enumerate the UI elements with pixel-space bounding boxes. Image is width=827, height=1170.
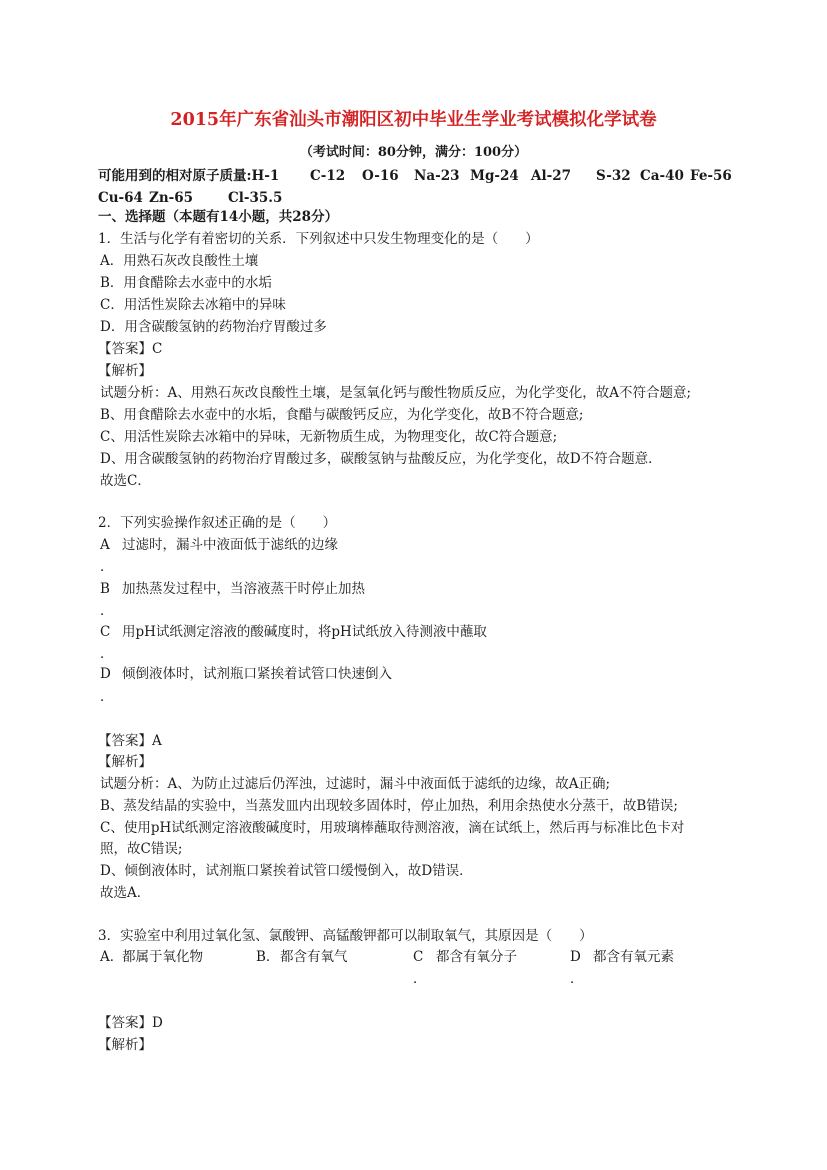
analysis-line: 故选C． [100,473,151,489]
analysis-label: 【解析】 [98,1037,152,1053]
option-text: 过滤时，漏斗中液面低于滤纸的边缘 [122,537,338,553]
analysis-line: 试题分析：A、为防止过滤后仍浑浊，过滤时，漏斗中液面低于滤纸的边缘，故A正确; [100,776,611,792]
atomic-mass: Mg-24 [470,168,519,184]
atomic-mass: S-32 [596,168,631,184]
analysis-line: 故选A． [100,885,151,901]
page-title: 2015年广东省汕头市潮阳区初中毕业生学业考试模拟化学试卷 [170,110,657,130]
answer: 【答案】A [98,733,162,749]
atomic-mass: Na-23 [414,168,460,184]
atomic-mass: O-16 [362,168,399,184]
analysis-line: C、用活性炭除去冰箱中的异味，无新物质生成，为物理变化，故C符合题意; [100,429,558,445]
option-dot: ． [413,971,427,987]
option-letter: D [570,949,581,965]
atomic-mass: Ca-40 [640,168,684,184]
option-letter: B． [256,949,280,965]
atomic-mass: C-12 [310,168,346,184]
option-letter: A [100,537,110,553]
atomic-mass: Al-27 [531,168,571,184]
option-letter: D [100,666,111,682]
analysis-label: 【解析】 [98,363,152,379]
question-stem: 2．下列实验操作叙述正确的是（ ） [98,515,337,531]
option-b: B．用食醋除去水壶中的水垢 [100,275,272,291]
answer: 【答案】D [98,1015,163,1031]
section-heading: 一、选择题（本题有14小题，共28分） [98,209,339,225]
option-letter: C [413,949,424,965]
analysis-line: B、用食醋除去水壶中的水垢，食醋与碳酸钙反应，为化学变化，故B不符合题意; [100,407,584,423]
option-letter: C [100,624,111,640]
atomic-mass: Fe-56 [690,168,732,184]
atomic-mass: Zn-65 [149,190,194,206]
atomic-label: 可能用到的相对原子质量:H-1 [98,168,280,184]
option-text: 都含有氧元素 [593,949,674,965]
question-stem: 3．实验室中利用过氧化氢、氯酸钾、高锰酸钾都可以制取氧气，其原因是（ ） [98,928,593,944]
analysis-line: D、用含碳酸氢钠的药物治疗胃酸过多，碳酸氢钠与盐酸反应，为化学变化，故D不符合题意． [100,451,662,467]
option-dot: ． [570,971,584,987]
analysis-label: 【解析】 [98,754,152,770]
option-letter: A． [100,949,124,965]
option-dot: ． [100,646,114,662]
analysis-line: 试题分析：A、用熟石灰改良酸性土壤，是氢氧化钙与酸性物质反应，为化学变化，故A不符合题意; [100,385,692,401]
atomic-mass: Cu-64 [98,190,143,206]
option-dot: ． [100,603,114,619]
option-text: 倾倒液体时，试剂瓶口紧挨着试管口快速倒入 [122,666,392,682]
option-dot: ． [100,559,114,575]
analysis-line: D、倾倒液体时，试剂瓶口紧挨着试管口缓慢倒入，故D错误． [100,863,473,879]
question-stem: 1．生活与化学有着密切的关系．下列叙述中只发生物理变化的是（ ） [98,231,539,247]
analysis-line: 照，故C错误; [100,841,183,857]
option-a: A．用熟石灰改良酸性土壤 [100,253,259,269]
atomic-mass: Cl-35.5 [228,190,283,206]
analysis-line: C、使用pH试纸测定溶液酸碱度时，用玻璃棒蘸取待测溶液，滴在试纸上，然后再与标准比色卡对 [100,820,685,836]
option-text: 用pH试纸测定溶液的酸碱度时，将pH试纸放入待测液中蘸取 [122,624,487,640]
option-text: 加热蒸发过程中，当溶液蒸干时停止加热 [122,581,365,597]
option-dot: ． [100,689,114,705]
option-text: 都属于氧化物 [122,949,203,965]
analysis-line: B、蒸发结晶的实验中，当蒸发皿内出现较多固体时，停止加热，利用余热使水分蒸干，故B错误; [100,798,678,814]
option-letter: B [100,581,110,597]
option-c: C．用活性炭除去冰箱中的异味 [100,297,286,313]
option-text: 都含有氧气 [280,949,348,965]
answer: 【答案】C [98,341,163,357]
option-d: D．用含碳酸氢钠的药物治疗胃酸过多 [100,319,327,335]
exam-info: （考试时间：80分钟，满分：100分） [299,145,528,160]
option-text: 都含有氧分子 [436,949,517,965]
